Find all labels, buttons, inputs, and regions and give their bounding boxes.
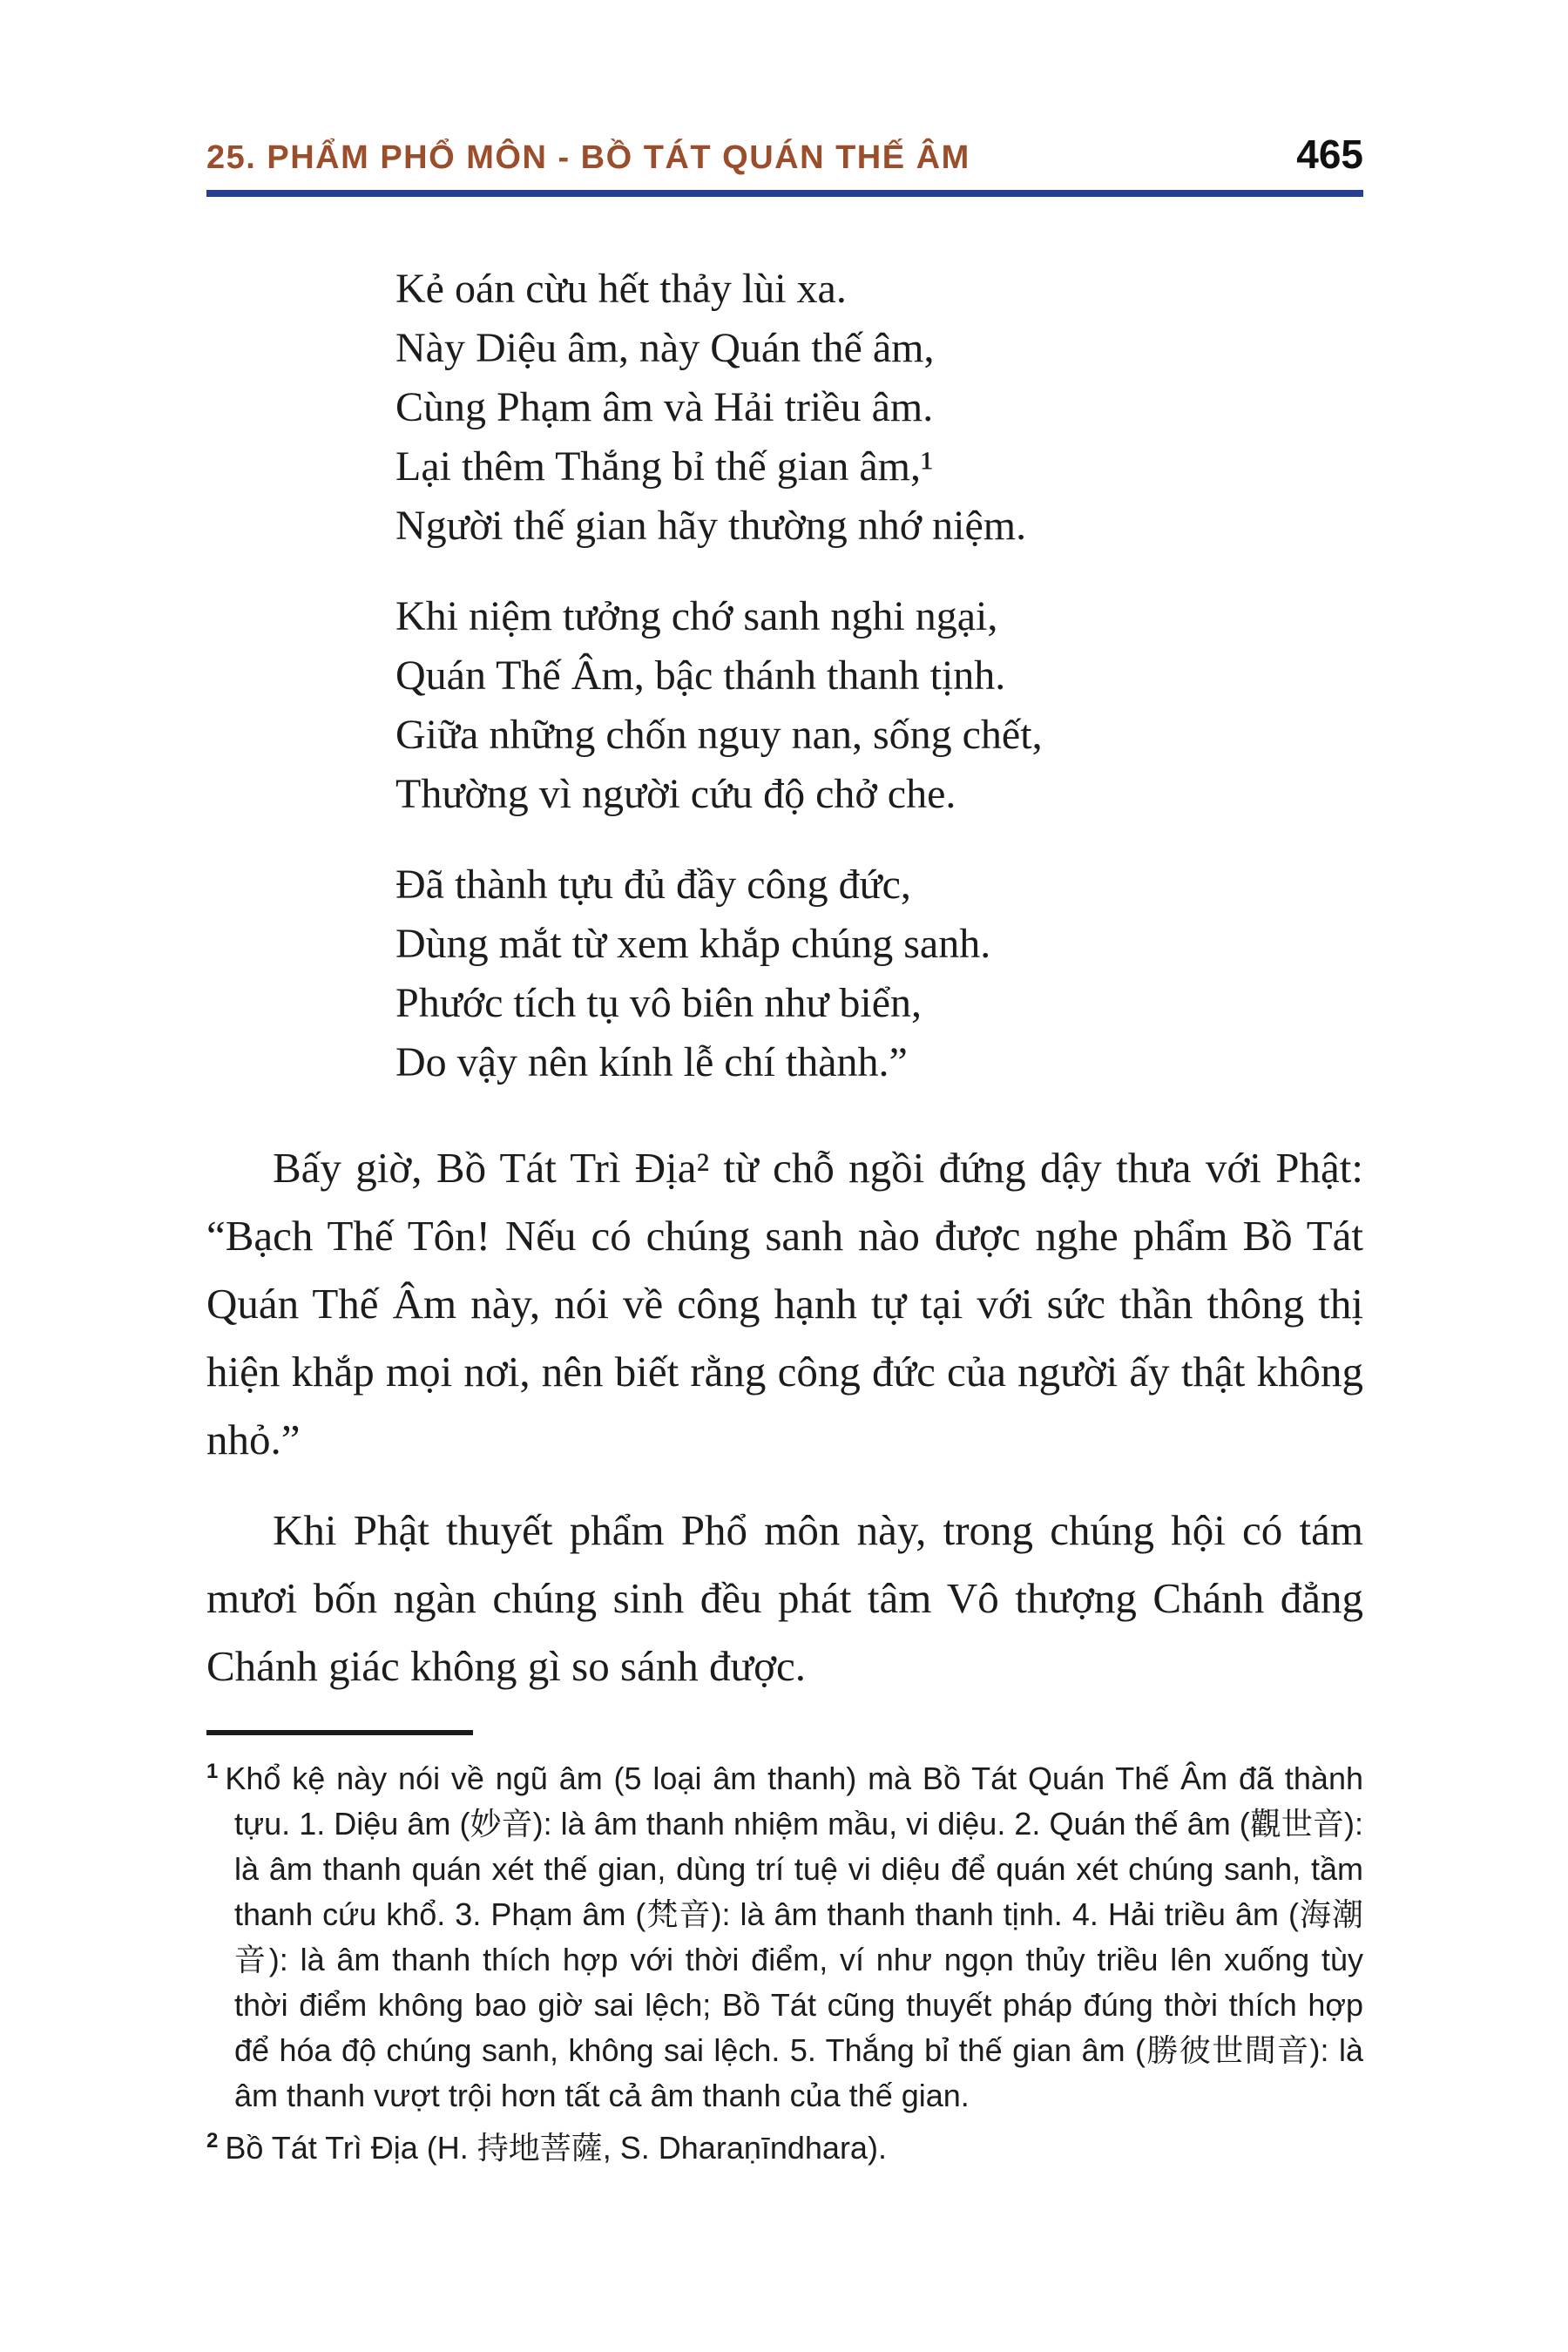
footnote-marker: 2: [206, 2129, 219, 2153]
verse-line: Đã thành tựu đủ đầy công đức,: [395, 862, 911, 908]
verse-line: Cùng Phạm âm và Hải triều âm.: [395, 384, 934, 430]
header-rule: [206, 190, 1363, 197]
footnote-marker: 1: [206, 1760, 219, 1783]
verse-block: [395, 260, 1363, 1092]
page-header: [206, 131, 1363, 178]
verse-line: Khi niệm tưởng chớ sanh nghi ngại,: [395, 593, 998, 639]
verse-stanza-2: [395, 587, 1363, 824]
verse-line: Người thế gian hãy thường nhớ niệm.: [395, 503, 1027, 549]
verse-line: Dùng mắt từ xem khắp chúng sanh.: [395, 921, 991, 967]
verse-stanza-3: [395, 855, 1363, 1092]
verse-line: Phước tích tụ vô biên như biển,: [395, 980, 923, 1026]
footnote-text: Bồ Tát Trì Địa (H. 持地菩薩, S. Dharaṇīndhara).: [225, 2130, 887, 2166]
footnote-2: [206, 2119, 1363, 2171]
footnote-1: [206, 1749, 1363, 2119]
verse-line: Này Diệu âm, này Quán thế âm,: [395, 325, 935, 371]
verse-line: Quán Thế Âm, bậc thánh thanh tịnh.: [395, 652, 1006, 699]
footnote-separator: [206, 1730, 473, 1735]
body-paragraph-1: Bấy giờ, Bồ Tát Trì Địa² từ chỗ ngồi đứng dậy thưa với Phật: “Bạch Thế Tôn! Nếu có chúng sanh nào được nghe phẩm Bồ Tát Quán Thế Âm này, nói về công hạnh tự tại với sức thần thông thị hiện khắp mọi nơi, nên biết rằng công đức của người ấy thật không nhỏ.”: [206, 1144, 1363, 1463]
verse-line: Do vậy nên kính lễ chí thành.”: [395, 1039, 908, 1085]
footnotes-section: [206, 1749, 1363, 2171]
page-number: 465: [1296, 132, 1363, 177]
verse-line: Lại thêm Thắng bỉ thế gian âm,¹: [395, 443, 934, 490]
footnote-text: Khổ kệ này nói về ngũ âm (5 loại âm thanh) mà Bồ Tát Quán Thế Âm đã thành tựu. 1. Diệu âm (妙音): là âm thanh nhiệm mầu, vi diệu. 2. Quán thế âm (觀世音): là âm thanh quán xét thế gian, dùng trí tuệ vi diệu để quán xét chúng sanh, tầm thanh cứu khổ. 3. Phạm âm (梵音): là âm thanh thanh tịnh. 4. Hải triều âm (海潮音): là âm thanh thích hợp với thời điểm, ví như ngọn thủy triều lên xuống tùy thời điểm không bao giờ sai lệch; Bồ Tát cũng thuyết pháp đúng thời thích hợp để hóa độ chúng sanh, không sai lệch. 5. Thắng bỉ thế gian âm (勝彼世間音): là âm thanh vượt trội hơn tất cả âm thanh của thế gian.: [225, 1761, 1363, 2113]
body-paragraph-2: Khi Phật thuyết phẩm Phổ môn này, trong chúng hội có tám mươi bốn ngàn chúng sinh đều phát tâm Vô thượng Chánh đẳng Chánh giác không gì so sánh được.: [206, 1506, 1363, 1690]
verse-line: Thường vì người cứu độ chở che.: [395, 771, 956, 817]
verse-line: Kẻ oán cừu hết thảy lùi xa.: [395, 266, 847, 312]
verse-stanza-1: [395, 260, 1363, 556]
verse-line: Giữa những chốn nguy nan, sống chết,: [395, 712, 1043, 758]
chapter-title: 25. PHẨM PHỔ MÔN - BỒ TÁT QUÁN THẾ ÂM: [206, 139, 970, 176]
